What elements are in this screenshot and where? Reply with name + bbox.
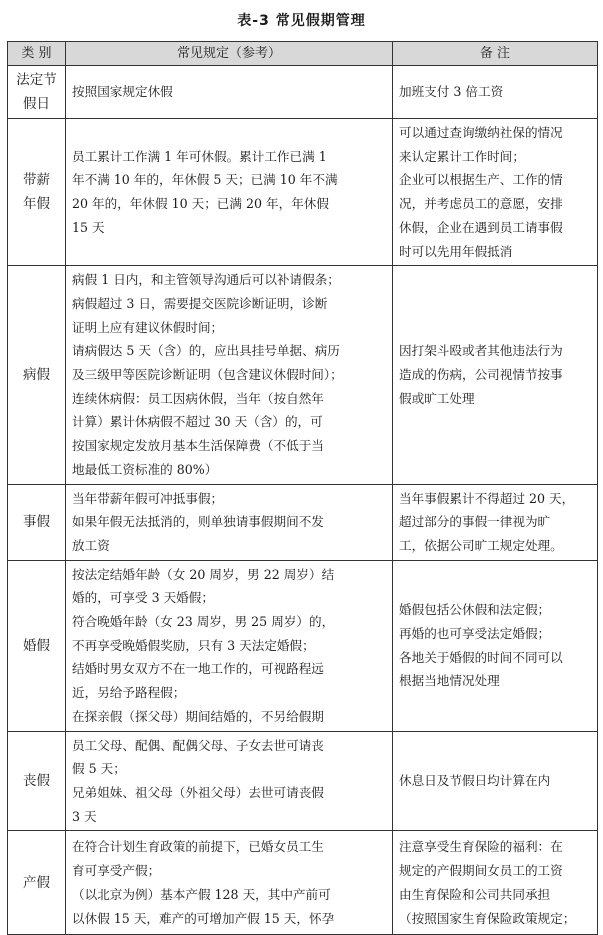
rule-line: 及三级甲等医院诊断证明（包含建议休假时间）；: [72, 367, 343, 383]
table-row: [8, 119, 598, 266]
rule-line: 婚的，可享受 3 天婚假；: [72, 590, 214, 606]
note-line: 由生育保险和公司共同承担: [399, 886, 551, 902]
rule-line: 证明上应有建议休假时间；: [72, 319, 224, 335]
cell-category: [8, 831, 66, 935]
note-line: （按照国家生育保险政策规定；: [399, 910, 576, 926]
rule-line: 以休假 15 天，难产的可增加产假 15 天，怀孕: [72, 910, 335, 926]
note-line: 注意享受生育保险的福利：在: [399, 839, 563, 855]
table-row: [8, 66, 598, 119]
note-line: 时可以先用年假抵消: [399, 243, 513, 259]
cell-category: [8, 484, 66, 560]
rule-line: 育可享受产假；: [72, 863, 161, 879]
note-line: 规定的产假期间女员工的工资: [399, 863, 563, 879]
note-line: 因打架斗殴或者其他违法行为: [399, 343, 563, 359]
rule-line: 近，另给予路程假；: [72, 685, 186, 701]
category-line: 带薪: [23, 172, 50, 189]
rule-line: 3 天: [72, 808, 97, 824]
cell-rule: [66, 831, 393, 935]
cell-note: [393, 119, 598, 266]
cell-note: [393, 831, 598, 935]
note-line: 当年事假累计不得超过 20 天，: [399, 490, 575, 506]
rule-line: 员工父母、配偶、配偶父母、子女去世可请丧: [72, 737, 324, 753]
rule-line: 结婚时男女双方不在一地工作的，可视路程远: [72, 661, 324, 677]
note-line: 休假，企业在遇到员工请事假: [399, 219, 563, 235]
rule-line: 计算）累计休病假不超过 30 天（含）的，可: [72, 414, 323, 430]
header-rule: 常见规定（参考）: [66, 42, 393, 66]
leave-management-table: [7, 41, 598, 935]
note-line: 假或旷工处理: [399, 390, 475, 406]
note-line: 企业可以根据生产、工作的情: [399, 172, 563, 188]
rule-line: 当年带薪年假可冲抵事假；: [72, 490, 224, 506]
note-line: 造成的伤病，公司视情节按事: [399, 367, 563, 383]
table-row: [8, 560, 598, 731]
rule-line: 连续休病假：员工因病休假，当年（按自然年: [72, 390, 324, 406]
category-line: 法定节: [16, 72, 57, 88]
rule-line: 放工资: [72, 537, 110, 553]
table-row: [8, 731, 598, 831]
note-line: 各地关于婚假的时间不同可以: [399, 649, 563, 665]
rule-line: 在符合计划生育政策的前提下，已婚女员工生: [72, 839, 324, 855]
rule-line: 20 年的，年休假 10 天；已满 20 年，年休假: [72, 196, 329, 212]
cell-rule: [66, 484, 393, 560]
category-line: 婚假: [23, 637, 50, 654]
table-body: [8, 66, 598, 935]
rule-line: 按国家规定发放月基本生活保障费（不低于当: [72, 438, 324, 454]
note-line: 婚假包括公休假和法定假；: [399, 602, 551, 618]
category-line: 产假: [23, 874, 50, 891]
cell-note: [393, 484, 598, 560]
header-category: 类 别: [8, 42, 66, 66]
cell-note: [393, 560, 598, 731]
table-row: [8, 484, 598, 560]
category-line: 年假: [23, 196, 50, 213]
category-line: 病假: [23, 366, 50, 383]
cell-category: [8, 266, 66, 484]
rule-line: 符合晚婚年龄（女 23 周岁，男 25 周岁）的，: [72, 614, 335, 630]
table-title: 表-3 常见假期管理: [237, 13, 366, 29]
category-line: 丧假: [23, 772, 50, 789]
rule-line: 按法定结婚年龄（女 20 周岁，男 22 周岁）结: [72, 566, 335, 582]
note-line: 再婚的也可享受法定婚假；: [399, 625, 551, 641]
rule-line: 兄弟姐妹、祖父母（外祖父母）去世可请丧假: [72, 784, 324, 800]
header-row: [8, 42, 598, 66]
rule-line: 不再享受晚婚假奖励，只有 3 天法定婚假；: [72, 637, 315, 653]
rule-line: 假 5 天；: [72, 761, 126, 777]
cell-category: [8, 731, 66, 831]
rule-line: （以北京为例）基本产假 128 天，其中产前可: [72, 886, 331, 902]
header-note: 备 注: [393, 42, 598, 66]
table-row: [8, 831, 598, 935]
note-line: 超过部分的事假一律视为旷: [399, 514, 551, 530]
cell-rule: [66, 731, 393, 831]
rule-line: 在探亲假（探父母）期间结婚的，不另给假期: [72, 708, 324, 724]
rule-line: 按照国家规定休假: [72, 84, 173, 100]
cell-rule: [66, 119, 393, 266]
cell-category: [8, 66, 66, 119]
cell-category: [8, 560, 66, 731]
note-line: 可以通过查询缴纳社保的情况: [399, 125, 563, 140]
rule-line: 15 天: [72, 219, 105, 235]
rule-line: 请病假达 5 天（含）的，应出具挂号单据、病历: [72, 343, 340, 359]
note-line: 休息日及节假日均计算在内: [399, 773, 551, 789]
cell-note: [393, 731, 598, 831]
cell-note: [393, 266, 598, 484]
cell-rule: [66, 560, 393, 731]
rule-line: 地最低工资标准的 80%）: [72, 461, 218, 477]
note-line: 根据当地情况处理: [399, 673, 500, 689]
category-line: 假日: [23, 96, 50, 112]
rule-line: 年不满 10 年的，年休假 5 天；已满 10 年不满: [72, 172, 338, 188]
note-line: 加班支付 3 倍工资: [399, 84, 504, 100]
cell-rule: [66, 266, 393, 484]
cell-note: [393, 66, 598, 119]
rule-line: 员工累计工作满 1 年可休假。累计工作已满 1: [72, 148, 327, 164]
rule-line: 病假 1 日内，和主管领导沟通后可以补请假条；: [72, 272, 340, 288]
note-line: 工，依据公司旷工规定处理。: [399, 537, 563, 553]
cell-rule: [66, 66, 393, 119]
table-row: [8, 266, 598, 484]
category-line: 事假: [23, 514, 50, 531]
note-line: 来认定累计工作时间；: [399, 148, 525, 164]
note-line: 况，并考虑员工的意愿，安排: [399, 196, 563, 212]
rule-line: 病假超过 3 日，需要提交医院诊断证明，诊断: [72, 295, 328, 311]
cell-category: [8, 119, 66, 266]
rule-line: 如果年假无法抵消的，则单独请事假期间不发: [72, 514, 324, 530]
